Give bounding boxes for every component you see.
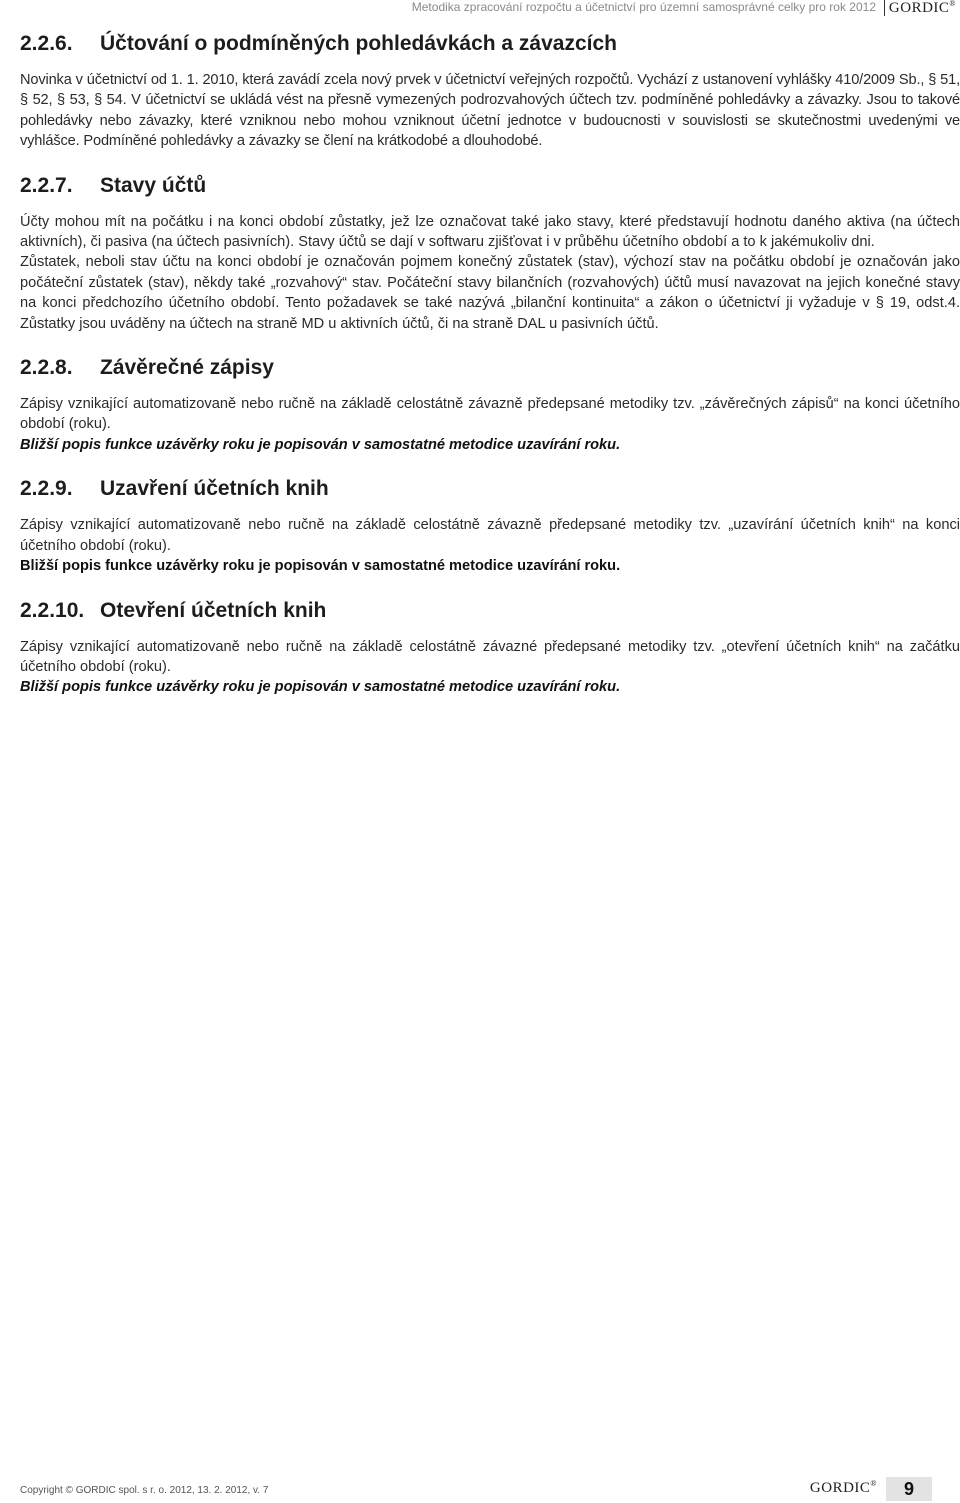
header-logo: GORDIC® xyxy=(888,0,956,16)
section-heading xyxy=(20,475,960,503)
section-heading xyxy=(20,354,960,382)
header-divider xyxy=(884,0,885,16)
section-paragraph: Účty mohou mít na počátku i na konci období zůstatky, jež lze označovat také jako stavy, které představují hodnotu daného aktiva (na účtech aktivních), či pasiva (na účtech pasivních). Stavy účtů se dají v softwaru zjišťovat i v průběhu účetního období a to k jakémukoliv dni. xyxy=(20,213,960,251)
section-note: Bližší popis funkce uzávěrky roku je popisován v samostatné metodice uzavírání roku. xyxy=(20,558,621,575)
section-heading xyxy=(20,172,960,200)
section-title: Uzavření účetních knih xyxy=(100,477,329,501)
section-title: Závěrečné zápisy xyxy=(100,356,274,380)
section-number: 2.2.10. xyxy=(20,598,85,622)
section-paragraph: Zůstatek, neboli stav účtu na konci období je označován pojmem konečný zůstatek (stav), výchozí stav na počátku období je označován jako počáteční zůstatek (stav), někdy také „rozvahový“ stav. Počáteční stavy bilančních (rozvahových) účtů musí navazovat na jejich konečné stavy na konci předchozího účetního období. Tento požadavek se také nazývá „bilanční kontinuita“ a zákon o účetnictví ji vyžaduje v § 19, odst.4. Zůstatky jsou uváděny na účtech na straně MD u aktivních účtů, či na straně DAL u pasivních účtů. xyxy=(20,254,960,332)
section-note: Bližší popis funkce uzávěrky roku je popisován v samostatné metodice uzavírání roku. xyxy=(20,436,621,453)
section-note: Bližší popis funkce uzávěrky roku je popisován v samostatné metodice uzavírání roku. xyxy=(20,679,621,696)
section-heading xyxy=(20,597,960,625)
section-paragraph: Zápisy vznikající automatizovaně nebo ručně na základě celostátně závazné předepsané metodiky tzv. „otevření účetních knih“ na začátku účetního období (roku). xyxy=(20,638,960,675)
section-paragraph: Zápisy vznikající automatizovaně nebo ručně na základě celostátně závazně předepsané metodiky tzv. „závěrečných zápisů“ na konci účetního období (roku). xyxy=(20,396,960,433)
section-title: Účtování o podmíněných pohledávkách a závazcích xyxy=(100,32,617,55)
page-number: 9 xyxy=(886,1477,932,1501)
section-number: 2.2.7. xyxy=(20,173,73,197)
page-content xyxy=(20,30,960,698)
document-title: Metodika zpracování rozpočtu a účetnictví pro územní samosprávné celky pro rok 2012 xyxy=(411,0,876,14)
section-heading xyxy=(20,30,960,58)
section-title: Otevření účetních knih xyxy=(100,598,327,622)
section-number: 2.2.6. xyxy=(20,32,73,55)
section-number: 2.2.9. xyxy=(20,477,73,501)
footer-logo: GORDIC® xyxy=(809,1479,877,1496)
section-number: 2.2.8. xyxy=(20,356,73,380)
page-header xyxy=(0,0,960,18)
copyright-text: Copyright © GORDIC spol. s r. o. 2012, 13. 2. 2012, v. 7 xyxy=(20,1485,269,1496)
section-title: Stavy účtů xyxy=(100,173,207,197)
page-footer xyxy=(0,1473,960,1503)
section-paragraph: Novinka v účetnictví od 1. 1. 2010, která zavádí zcela nový prvek v účetnictví veřejných rozpočtů. Vychází z ustanovení vyhlášky 410/2009 Sb., § 51, § 52, § 53, § 54. V účetnictví se ukládá vést na přesně vymezených podrozvahových účtech tzv. podmíněné pohledávky a závazky. Jsou to takové pohledávky nebo závazky, které vzniknou nebo mohou vzniknout účetní jednotce v budoucnosti v souvislosti se skutečnostmi uvedenými ve vyhlášce. Podmíněné pohledávky a závazky se člení na krátkodobé a dlouhodobé. xyxy=(20,72,960,150)
section-paragraph: Zápisy vznikající automatizovaně nebo ručně na základě celostátně závazně předepsané metodiky tzv. „uzavírání účetních knih“ na konci účetního období (roku). xyxy=(20,517,960,554)
